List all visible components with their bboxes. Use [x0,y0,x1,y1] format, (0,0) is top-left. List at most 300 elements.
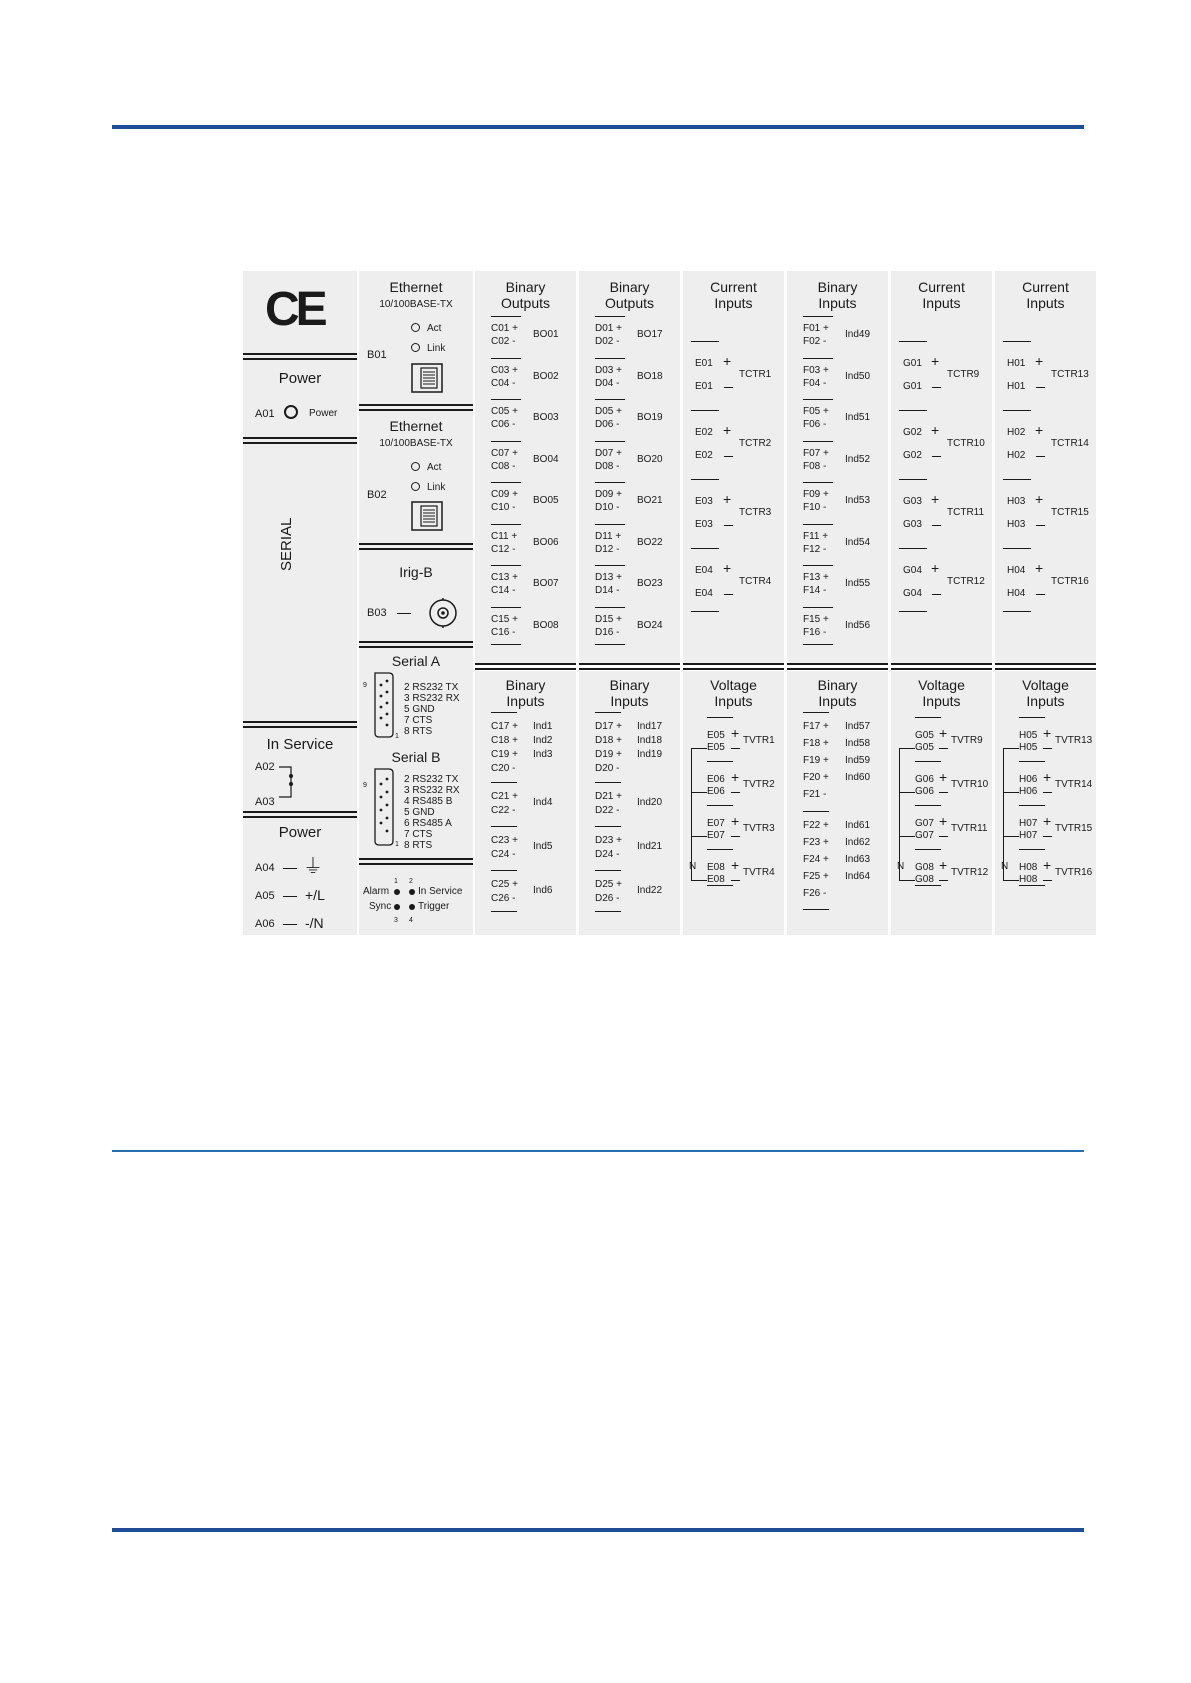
serial-b-pin: 6 RS485 A [404,818,452,829]
section-divider [787,668,888,670]
serial-a-pin9-label: 9 [363,682,367,689]
terminal-label: F03 + [803,364,829,376]
terminal-separator [899,479,927,480]
neutral-link [1003,792,1019,793]
serial-b-pin: 3 RS232 RX [404,785,460,796]
minus-icon [1043,748,1052,749]
terminal-label: C05 + [491,406,518,417]
plus-icon: + [1043,813,1052,829]
plus-icon: + [723,353,732,369]
terminal-label: C14 - [491,585,516,596]
voltage-input-heading: Inputs [714,693,753,709]
earth-icon: ⏚ [303,856,323,878]
terminal-label: C21 + [491,791,518,802]
terminal-separator [491,524,521,525]
terminal-label: D06 - [595,419,620,430]
terminal-separator [915,717,941,718]
terminal-label: G08 [915,874,934,885]
terminal-label: F08 - [803,460,827,472]
vt-label: TVTR15 [1055,823,1093,834]
plus-icon: + [723,560,732,576]
current-input-heading: Inputs [1026,295,1065,311]
plus-icon: + [731,769,740,785]
terminal-label: H04 [1007,565,1026,576]
section-divider [995,663,1096,665]
db9-connector-icon [369,767,395,847]
in-service-dot-icon [409,889,415,895]
terminal-separator [707,805,733,806]
ethernet2-act-led-icon [411,462,420,471]
terminal-separator [595,358,625,359]
ct-label: TCTR11 [947,507,985,518]
terminal-separator [595,911,621,912]
module-bottom-column [995,671,1096,935]
terminal-separator [899,341,927,342]
terminal-label: C02 - [491,336,516,347]
input-label: Ind17 [637,721,663,732]
vt-label: TVTR14 [1055,779,1093,790]
terminal-label: D09 + [595,489,622,500]
serial-a-title: Serial A [391,653,441,669]
ethernet1-subtitle: 10/100BASE-TX [379,299,453,310]
terminal-label: G03 [903,519,922,530]
neutral-label: N [1001,861,1009,872]
output-label: BO03 [533,412,559,423]
vt-label: TVTR12 [951,867,989,878]
section-divider [787,663,888,665]
serial-a-pin1-label: 1 [395,733,399,740]
minus-icon [939,836,948,837]
terminal-label: D22 - [595,805,620,816]
terminal-separator [707,885,733,886]
in-service-terminal-a02: A02 [255,761,275,773]
footer-rule [112,1528,1084,1532]
terminal-separator [491,316,521,317]
binary-output-heading: Binary [505,279,546,295]
terminal-separator [803,644,833,645]
terminal-separator [803,441,833,442]
ethernet2-subtitle: 10/100BASE-TX [379,438,453,449]
plus-icon: + [939,769,948,785]
alarm-dot-icon [394,889,400,895]
terminal-separator [803,909,829,910]
terminal-label: F25 + [803,871,829,882]
ct-label: TCTR14 [1051,438,1089,449]
vt-label: TVTR13 [1055,735,1093,746]
in-service-title: In Service [266,736,334,753]
supply-positive-label: +/L [305,887,325,903]
plus-icon: + [1043,769,1052,785]
vt-label: TVTR4 [743,867,775,878]
output-label: Ind55 [845,578,871,589]
output-label: Ind51 [845,412,871,423]
neutral-link [691,880,707,881]
terminal-label: H07 [1019,818,1038,829]
plus-icon: + [1035,560,1044,576]
serial-b-pin: 8 RTS [404,840,433,851]
minus-icon [731,792,740,793]
power-led-icon [284,405,298,419]
terminal-label: H03 [1007,496,1026,507]
binary-input-heading: Binary [817,677,858,693]
minus-icon [1043,792,1052,793]
input-label: Ind63 [845,854,871,865]
module-bottom-column [891,671,992,935]
ethernet1-act-led-icon [411,323,420,332]
terminal-separator [803,358,833,359]
terminal-label: F16 - [803,626,827,638]
terminal-separator [915,761,941,762]
terminal-label: E07 [707,830,725,841]
power-title: Power [278,370,322,387]
ct-label: TCTR12 [947,576,985,587]
minus-icon [1043,880,1052,881]
terminal-separator [491,399,521,400]
terminal-separator [803,482,833,483]
minus-icon [939,748,948,749]
terminal-separator [707,717,733,718]
terminal-separator [491,826,517,827]
terminal-label: E04 [695,588,713,599]
input-label: Ind2 [533,735,553,746]
ct-label: TCTR1 [739,369,772,380]
input-label: Ind18 [637,735,663,746]
terminal-label: C23 + [491,835,518,846]
alarm-pin3-label: 3 [394,917,398,924]
terminal-label: D02 - [595,336,620,347]
neutral-link [899,836,915,837]
terminal-label: F15 + [803,613,829,625]
terminal-separator [803,811,829,812]
terminal-label: F20 + [803,772,829,783]
terminal-separator [595,607,625,608]
terminal-label: H01 [1007,381,1026,392]
supply-negative-label: -/N [305,915,324,931]
terminal-label: C13 + [491,572,518,583]
terminal-label: F11 + [803,530,829,542]
serial-b-title: Serial B [391,749,441,765]
supply-terminal-a04: A04 [255,862,275,874]
terminal-separator [1019,849,1045,850]
neutral-link [1003,836,1019,837]
terminal-label: F26 - [803,888,827,899]
terminal-label: F07 + [803,447,829,459]
terminal-label: F12 - [803,543,827,555]
section-divider [995,668,1096,670]
current-input-heading: Current [1022,279,1069,295]
input-label: Ind4 [533,797,553,808]
irig-b-title: Irig-B [399,564,433,580]
section-divider [683,668,784,670]
terminal-label: F13 + [803,572,829,583]
terminal-separator [1003,341,1031,342]
output-label: BO23 [637,578,663,589]
supply-terminal-a06: A06 [255,918,275,930]
output-label: Ind53 [845,495,871,506]
input-label: Ind59 [845,755,871,766]
terminal-label: H04 [1007,588,1026,599]
ct-label: TCTR9 [947,369,980,380]
plus-icon: + [1035,491,1044,507]
terminal-label: H05 [1019,742,1038,753]
terminal-separator [1019,717,1045,718]
terminal-separator [1019,885,1045,886]
terminal-label: G06 [915,774,934,785]
terminal-label: E05 [707,730,725,741]
trigger-label: Trigger [418,901,450,912]
output-label: Ind50 [845,370,871,382]
neutral-link [899,792,915,793]
voltage-input-heading: Voltage [918,677,965,693]
current-input-heading: Current [710,279,757,295]
rj45-port-icon [411,501,443,531]
terminal-label: C04 - [491,377,516,389]
terminal-separator [803,607,833,608]
terminal-separator [707,849,733,850]
output-label: BO04 [533,453,559,465]
header-rule [112,125,1084,129]
terminal-separator [595,644,625,645]
terminal-separator [1003,548,1031,549]
terminal-label: E03 [695,519,713,530]
terminal-label: H02 [1007,427,1026,438]
terminal-separator [915,885,941,886]
terminal-label: D11 + [595,530,622,542]
terminal-separator [595,826,621,827]
plus-icon: + [939,725,948,741]
terminal-label: C12 - [491,543,516,555]
power-led-label: Power [309,408,338,419]
terminal-label: H08 [1019,862,1038,873]
vt-label: TVTR2 [743,779,775,790]
terminal-label: G02 [903,427,922,438]
terminal-label: G04 [903,588,922,599]
neutral-link [691,792,707,793]
output-label: Ind56 [845,619,871,631]
serial-label: SERIAL [278,517,295,571]
output-label: Ind54 [845,536,871,548]
terminal-label: D25 + [595,879,622,890]
terminal-separator [595,782,621,783]
plus-icon: + [931,353,940,369]
terminal-label: C11 + [491,530,518,542]
binary-input-heading: Binary [505,677,546,693]
terminal-label: C19 + [491,749,518,760]
terminal-label: G05 [915,742,934,753]
terminal-label: H06 [1019,774,1038,785]
vt-label: TVTR3 [743,823,775,834]
terminal-label: D13 + [595,572,622,583]
section-divider [579,663,680,665]
terminal-separator [899,548,927,549]
terminal-separator [803,565,833,566]
ct-label: TCTR2 [739,438,772,449]
bnc-connector-icon [427,597,459,629]
neutral-label: N [897,861,905,872]
terminal-separator [691,611,719,612]
terminal-separator [595,399,625,400]
terminal-separator [899,410,927,411]
terminal-separator [491,644,521,645]
neutral-link [691,748,707,749]
terminal-label: F04 - [803,377,827,389]
terminal-label: F01 + [803,323,829,334]
terminal-separator [899,611,927,612]
ct-label: TCTR16 [1051,576,1089,587]
neutral-link [899,748,915,749]
terminal-separator [491,607,521,608]
terminal-label: F17 + [803,721,829,732]
serial-b-pin: 4 RS485 B [404,796,453,807]
vt-label: TVTR16 [1055,867,1093,878]
plus-icon: + [1043,857,1052,873]
output-label: BO20 [637,453,663,465]
plus-icon: + [731,857,740,873]
current-input-heading: Current [918,279,965,295]
terminal-separator [803,399,833,400]
terminal-separator [1019,805,1045,806]
plus-icon: + [931,560,940,576]
input-label: Ind1 [533,721,553,732]
terminal-label: D07 + [595,447,622,459]
terminal-label: F18 + [803,738,829,749]
module-top-column [683,271,784,663]
ct-label: TCTR10 [947,438,985,449]
minus-icon [1036,525,1045,526]
ethernet1-title: Ethernet [389,279,443,295]
terminal-label: F05 + [803,406,829,417]
neutral-link [691,836,707,837]
input-label: Ind64 [845,871,871,882]
minus-icon [731,836,740,837]
terminal-label: H01 [1007,358,1026,369]
terminal-label: G03 [903,496,922,507]
terminal-label: C17 + [491,721,518,732]
output-label: BO01 [533,329,559,340]
terminal-label: H02 [1007,450,1026,461]
ethernet2-link-label: Link [427,482,446,493]
terminal-label: D14 - [595,585,620,596]
terminal-label: D24 - [595,849,620,860]
terminal-separator [491,441,521,442]
terminal-label: C18 + [491,735,518,746]
terminal-label: H06 [1019,786,1038,797]
terminal-label: C25 + [491,879,518,890]
terminal-separator [707,761,733,762]
terminal-label: F10 - [803,502,827,513]
supply-terminal-a05: A05 [255,890,275,902]
terminal-label: E08 [707,874,725,885]
terminal-label: F22 + [803,820,829,831]
alarm-pin1-label: 1 [394,878,398,885]
binary-output-heading: Binary [817,279,858,295]
terminal-separator [595,441,625,442]
voltage-input-heading: Voltage [710,677,757,693]
input-label: Ind61 [845,820,871,831]
terminal-separator [491,911,517,912]
serial-a-pin: 3 RS232 RX [404,693,460,704]
terminal-label: D19 + [595,749,622,760]
neutral-link [899,880,915,881]
binary-output-heading: Outputs [500,295,551,311]
alarm-pin2-label: 2 [409,878,413,885]
terminal-label: D16 - [595,626,620,638]
terminal-label: H03 [1007,519,1026,530]
terminal-label: C22 - [491,805,516,816]
section-divider [579,668,680,670]
output-label: BO08 [533,619,559,631]
plus-icon: + [723,422,732,438]
ethernet1-link-led-icon [411,343,420,352]
terminal-label: D10 - [595,502,620,513]
terminal-separator [691,341,719,342]
input-label: Ind57 [845,721,871,732]
terminal-label: D04 - [595,377,620,389]
terminal-label: D03 + [595,364,622,376]
terminal-label: G08 [915,862,934,873]
binary-input-heading: Inputs [506,693,545,709]
serial-b-pin: 2 RS232 TX [404,774,459,785]
minus-icon [932,594,941,595]
terminal-label: E04 [695,565,713,576]
terminal-label: H07 [1019,830,1038,841]
terminal-label: G06 [915,786,934,797]
ct-label: TCTR13 [1051,369,1089,380]
binary-output-heading: Outputs [604,295,655,311]
terminal-label: F14 - [803,585,827,596]
terminal-label: F02 - [803,336,827,347]
minus-icon [724,594,733,595]
irig-b-terminal: B03 [367,607,387,619]
ct-label: TCTR3 [739,507,772,518]
plus-icon: + [931,491,940,507]
terminal-separator [491,782,517,783]
plus-icon: + [1035,353,1044,369]
minus-icon [939,792,948,793]
terminal-label: D26 - [595,893,620,904]
terminal-label: C06 - [491,419,516,430]
current-input-heading: Inputs [714,295,753,311]
terminal-label: D20 - [595,763,620,774]
plus-icon: + [1035,422,1044,438]
terminal-label: C26 - [491,893,516,904]
input-label: Ind22 [637,885,663,896]
output-label: BO22 [637,536,663,548]
binary-input-heading: Inputs [818,693,857,709]
terminal-separator [803,712,829,713]
terminal-separator [691,548,719,549]
plus-icon: + [731,725,740,741]
terminal-label: C10 - [491,502,516,513]
output-label: BO05 [533,495,559,506]
terminal-label: F24 + [803,854,829,865]
serial-a-pin: 2 RS232 TX [404,682,459,693]
db9-connector-icon [369,671,395,739]
minus-icon [731,748,740,749]
comm-column [359,271,473,935]
binary-output-heading: Inputs [818,295,857,311]
terminal-label: E06 [707,774,725,785]
terminal-label: D08 - [595,460,620,472]
terminal-separator [1019,761,1045,762]
plus-icon: + [939,813,948,829]
binary-input-heading: Inputs [610,693,649,709]
output-label: BO24 [637,619,663,631]
terminal-label: G01 [903,358,922,369]
terminal-label: G07 [915,830,934,841]
minus-icon [932,456,941,457]
serial-a-pin: 7 CTS [404,715,433,726]
